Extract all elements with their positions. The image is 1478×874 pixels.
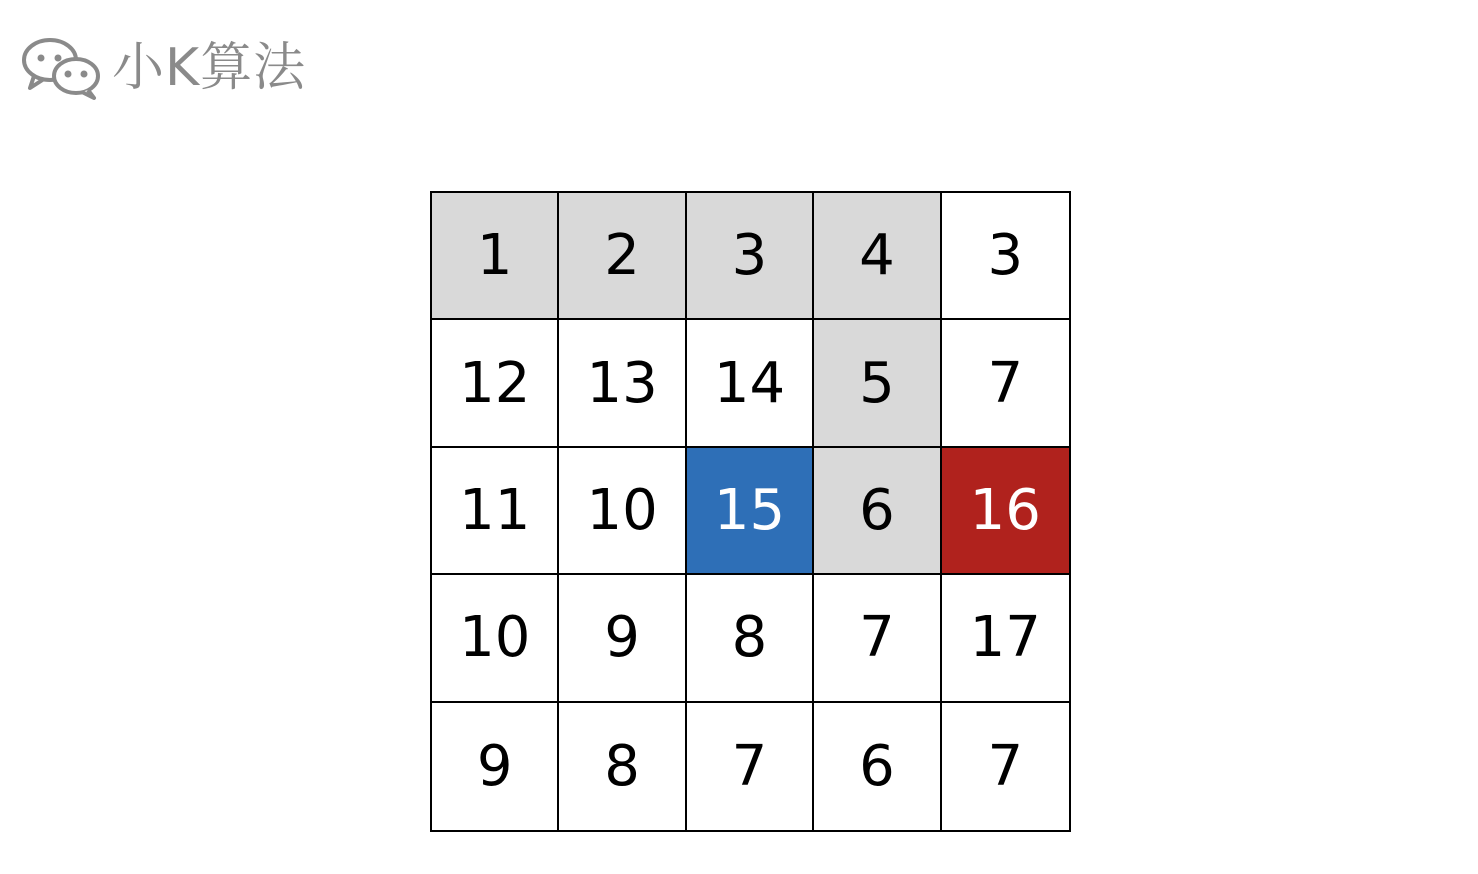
grid-cell-r1-c2: 14 (687, 320, 814, 447)
grid-cell-r0-c3: 4 (814, 193, 941, 320)
number-grid (430, 191, 1071, 832)
grid-cell-r3-c2: 8 (687, 575, 814, 702)
grid-cell-r0-c2: 3 (687, 193, 814, 320)
grid-cell-r4-c2: 7 (687, 703, 814, 830)
wechat-icon (20, 36, 102, 100)
grid-cell-r1-c1: 13 (559, 320, 686, 447)
grid-cell-r2-c1: 10 (559, 448, 686, 575)
grid-cell-r2-c2: 15 (687, 448, 814, 575)
grid-cell-r3-c4: 17 (942, 575, 1069, 702)
grid-cell-r4-c4: 7 (942, 703, 1069, 830)
brand-watermark (20, 36, 306, 100)
grid-cell-r1-c3: 5 (814, 320, 941, 447)
grid-cell-r3-c3: 7 (814, 575, 941, 702)
grid-cell-r3-c0: 10 (432, 575, 559, 702)
grid-cell-r1-c0: 12 (432, 320, 559, 447)
grid-cell-r2-c4: 16 (942, 448, 1069, 575)
grid-cell-r0-c0: 1 (432, 193, 559, 320)
grid-cell-r3-c1: 9 (559, 575, 686, 702)
grid-cell-r1-c4: 7 (942, 320, 1069, 447)
brand-name: 小K算法 (112, 38, 307, 98)
grid-cell-r4-c3: 6 (814, 703, 941, 830)
grid-cell-r0-c1: 2 (559, 193, 686, 320)
grid-cell-r4-c1: 8 (559, 703, 686, 830)
grid-cell-r2-c3: 6 (814, 448, 941, 575)
grid-cell-r2-c0: 11 (432, 448, 559, 575)
grid-cell-r0-c4: 3 (942, 193, 1069, 320)
grid-cell-r4-c0: 9 (432, 703, 559, 830)
